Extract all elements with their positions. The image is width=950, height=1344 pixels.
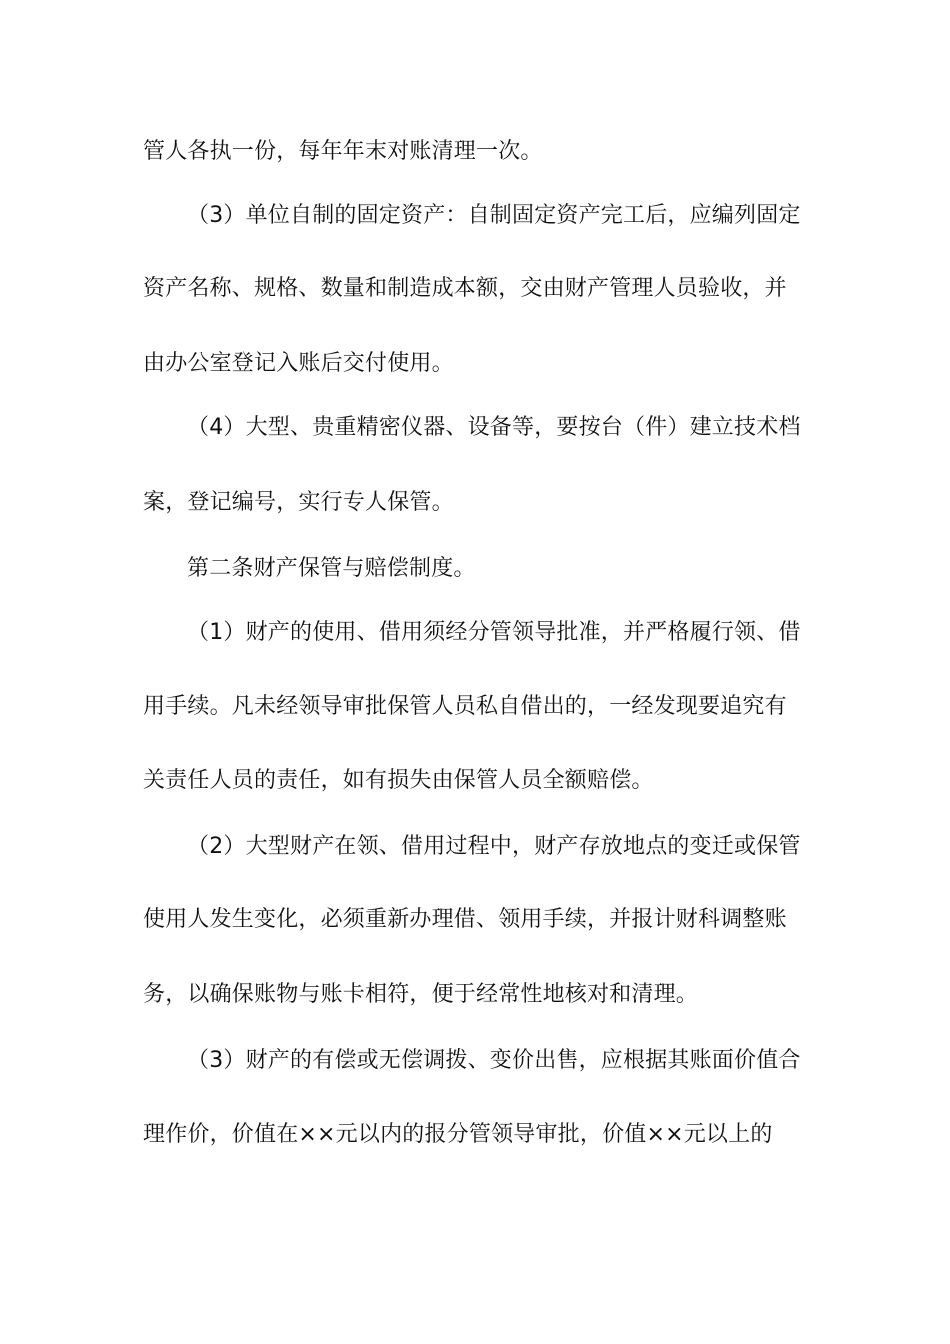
text-line: （4）大型、贵重精密仪器、设备等，要按台（件）建立技术档 [187,415,801,440]
text-line: 务，以确保账物与账卡相符，便于经常性地核对和清理。 [143,982,699,1007]
text-line: 理作价，价值在××元以内的报分管领导审批，价值××元以上的 [143,1122,773,1147]
text-line: （1）财产的使用、借用须经分管领导批准，并严格履行领、借 [187,620,801,645]
text-line: 关责任人员的责任，如有损失由保管人员全额赔偿。 [143,768,654,793]
text-line: （2）大型财产在领、借用过程中，财产存放地点的变迁或保管 [187,834,801,859]
text-line: 资产名称、规格、数量和制造成本额，交由财产管理人员验收，并 [143,276,787,301]
text-line: 用手续。凡未经领导审批保管人员私自借出的，一经发现要追究有 [143,694,787,719]
text-line: 管人各执一份，每年年末对账清理一次。 [143,139,543,164]
text-line: 由办公室登记入账后交付使用。 [143,351,454,376]
text-line: （3）财产的有偿或无偿调拨、变价出售，应根据其账面价值合 [187,1048,801,1073]
text-line: （3）单位自制的固定资产：自制固定资产完工后，应编列固定 [187,203,801,228]
text-line: 使用人发生变化，必须重新办理借、领用手续，并报计财科调整账 [143,907,787,932]
text-line: 案，登记编号，实行专人保管。 [143,490,454,515]
section-heading: 第二条财产保管与赔偿制度。 [187,556,476,581]
